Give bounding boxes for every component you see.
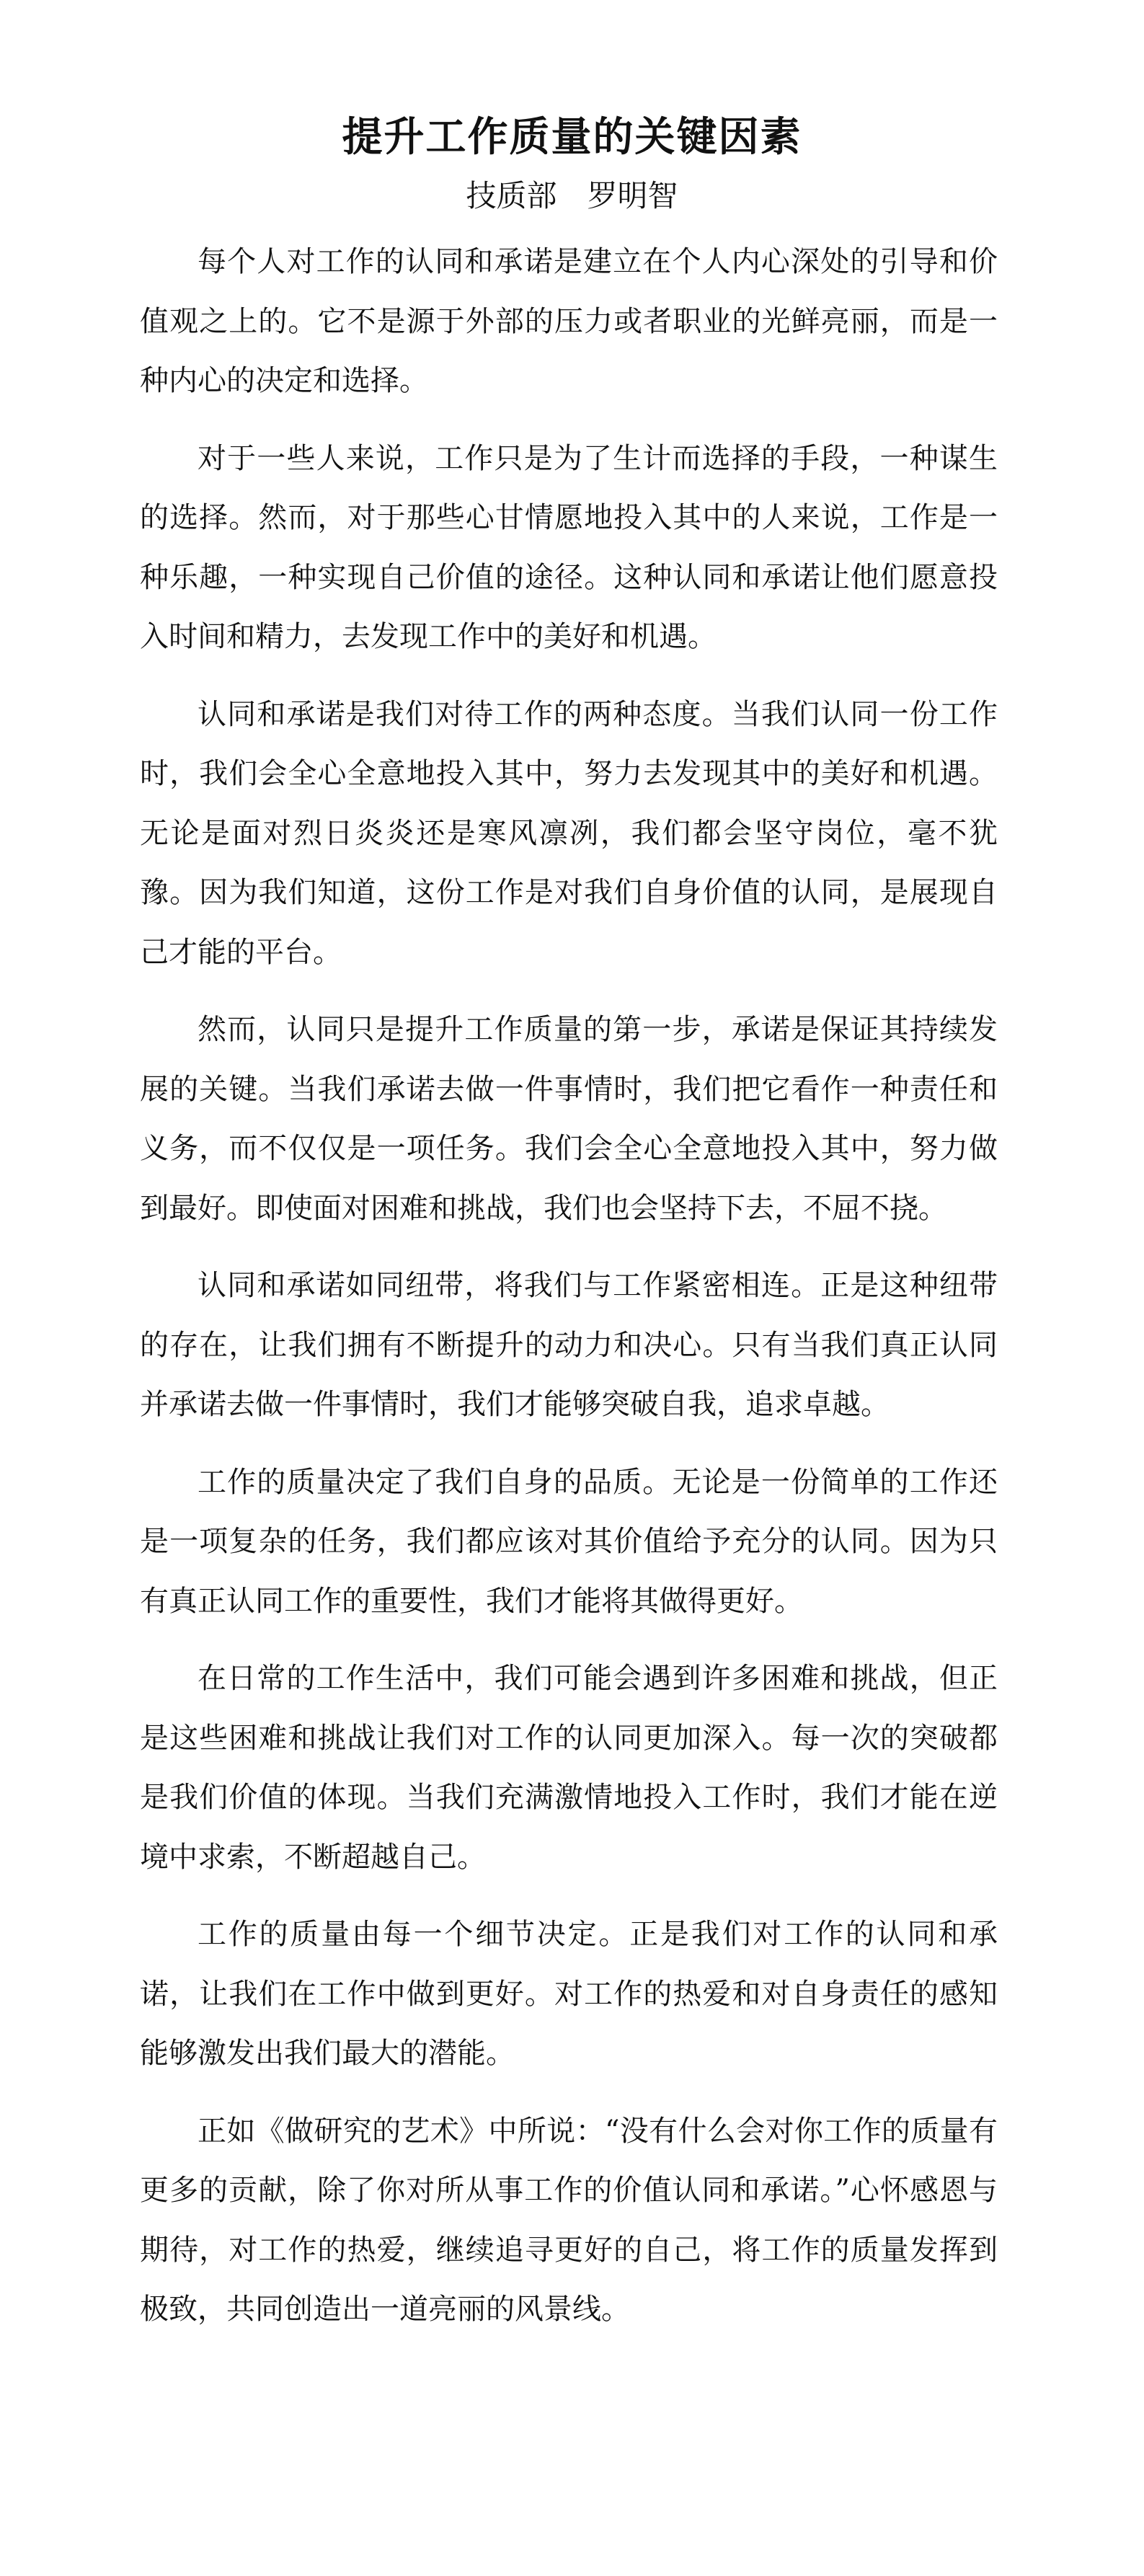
paragraph: 在日常的工作生活中，我们可能会遇到许多困难和挑战，但正是这些困难和挑战让我们对工作的认同更加深入。每一次的突破都是我们价值的体现。当我们充满激情地投入工作时，我们才能在逆境中求索，不断超越自己。 bbox=[140, 1662, 998, 1874]
paragraph: 认同和承诺如同纽带，将我们与工作紧密相连。正是这种纽带的存在，让我们拥有不断提升的动力和决心。只有当我们真正认同并承诺去做一件事情时，我们才能够突破自我，追求卓越。 bbox=[140, 1269, 998, 1421]
paragraph: 正如《做研究的艺术》中所说：“没有什么会对你工作的质量有更多的贡献，除了你对所从事工作的价值认同和承诺。”心怀感恩与期待，对工作的热爱，继续追寻更好的自己，将工作的质量发挥到极致，共同创造出一道亮丽的风景线。 bbox=[140, 2114, 998, 2326]
paragraph: 认同和承诺是我们对待工作的两种态度。当我们认同一份工作时，我们会全心全意地投入其中，努力去发现其中的美好和机遇。无论是面对烈日炎炎还是寒风凛冽，我们都会坚守岗位，毫不犹豫。因为我们知道，这份工作是对我们自身价值的认同，是展现自己才能的平台。 bbox=[140, 697, 998, 969]
byline bbox=[0, 173, 1144, 219]
paragraph: 工作的质量由每一个细节决定。正是我们对工作的认同和承诺，让我们在工作中做到更好。对工作的热爱和对自身责任的感知能够激发出我们最大的潜能。 bbox=[140, 1918, 998, 2070]
paragraph: 然而，认同只是提升工作质量的第一步，承诺是保证其持续发展的关键。当我们承诺去做一件事情时，我们把它看作一种责任和义务，而不仅仅是一项任务。我们会全心全意地投入其中，努力做到最好。即使面对困难和挑战，我们也会坚持下去，不屈不挠。 bbox=[140, 1013, 998, 1225]
paragraph: 每个人对工作的认同和承诺是建立在个人内心深处的引导和价值观之上的。它不是源于外部的压力或者职业的光鲜亮丽，而是一种内心的决定和选择。 bbox=[140, 245, 998, 397]
author-name: 罗明智 bbox=[587, 178, 678, 213]
paragraph: 对于一些人来说，工作只是为了生计而选择的手段，一种谋生的选择。然而，对于那些心甘情愿地投入其中的人来说，工作是一种乐趣，一种实现自己价值的途径。这种认同和承诺让他们愿意投入时间和精力，去发现工作中的美好和机遇。 bbox=[140, 441, 998, 653]
paragraph: 工作的质量决定了我们自身的品质。无论是一份简单的工作还是一项复杂的任务，我们都应该对其价值给予充分的认同。因为只有真正认同工作的重要性，我们才能将其做得更好。 bbox=[140, 1465, 998, 1618]
department-label: 技质部 bbox=[466, 178, 557, 213]
article-title: 提升工作质量的关键因素 bbox=[342, 113, 802, 161]
article-body bbox=[140, 232, 998, 2340]
